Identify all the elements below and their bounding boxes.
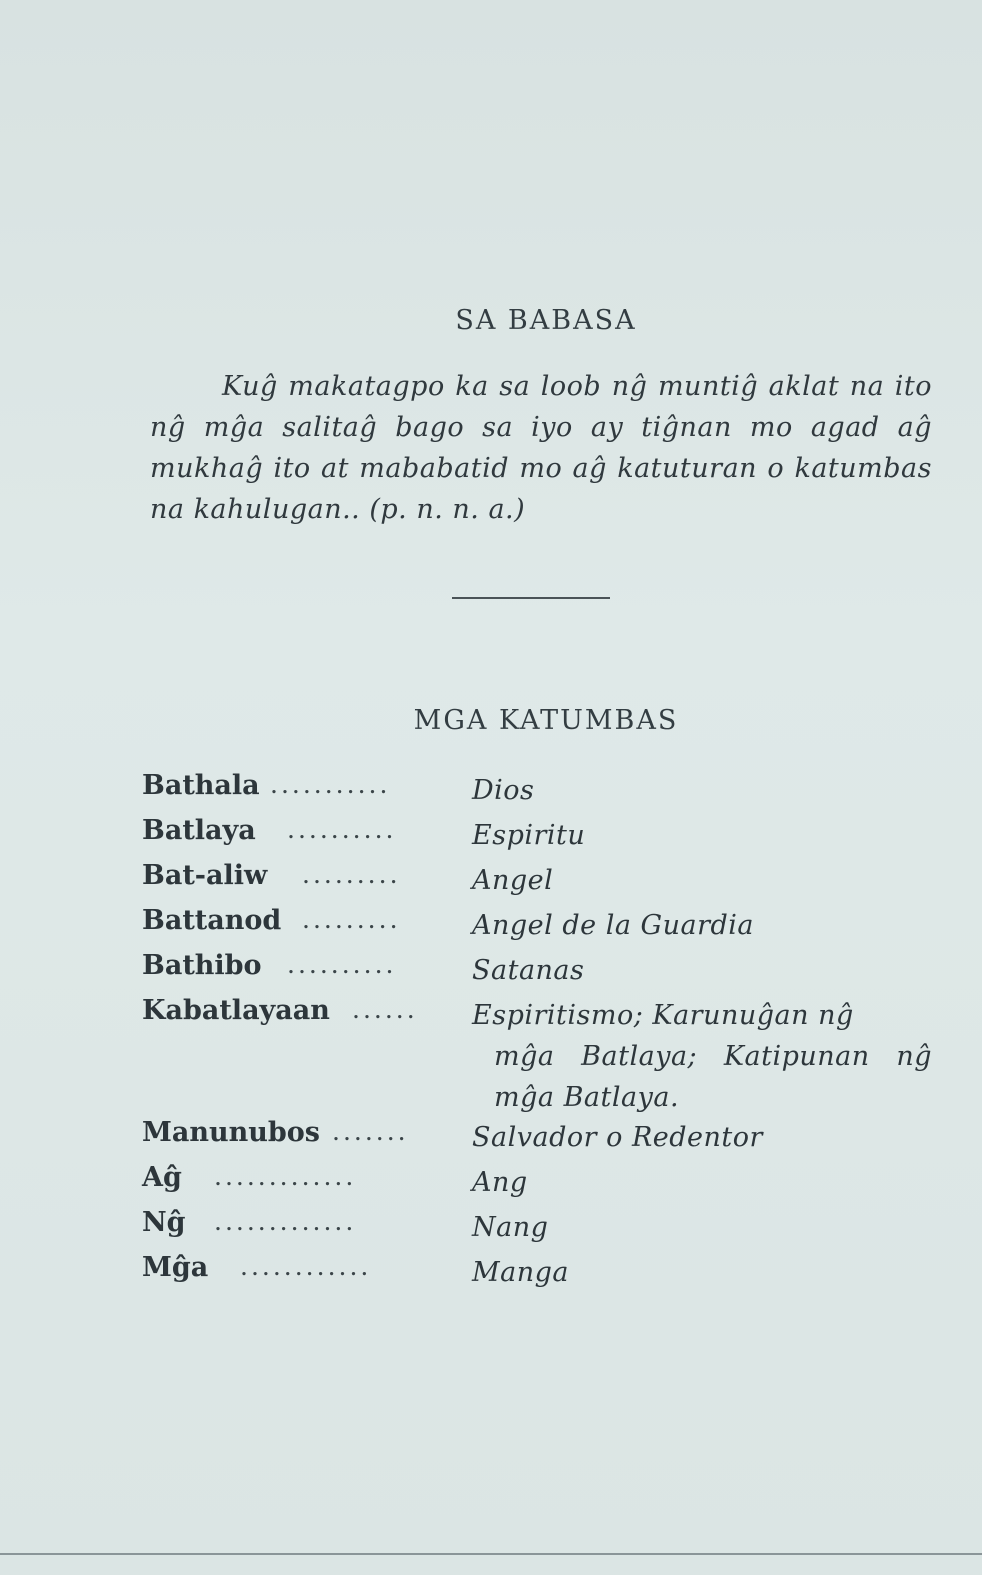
leader-dots: ...... bbox=[352, 995, 418, 1024]
section-divider bbox=[452, 597, 610, 599]
glossary-meaning: Satanas bbox=[472, 955, 585, 986]
glossary-term: Aĝ bbox=[142, 1162, 182, 1193]
glossary-meaning: Dios bbox=[472, 775, 535, 806]
glossary-meaning: Manga bbox=[472, 1257, 570, 1288]
glossary-entry bbox=[142, 995, 942, 1117]
leader-dots: ............. bbox=[214, 1207, 357, 1236]
glossary-meaning bbox=[472, 995, 932, 1118]
glossary-entry bbox=[142, 950, 942, 995]
glossary-meaning-line: Espiritismo; Karunuĝan nĝ bbox=[472, 1000, 854, 1031]
glossary-term: Nĝ bbox=[142, 1207, 186, 1238]
glossary-meaning: Ang bbox=[472, 1167, 528, 1198]
glossary-entry bbox=[142, 905, 942, 950]
leader-dots: ............. bbox=[214, 1162, 357, 1191]
page-title: SA BABASA bbox=[455, 305, 637, 336]
leader-dots: .......... bbox=[287, 950, 397, 979]
glossary-entry bbox=[142, 1162, 942, 1207]
glossary-entry bbox=[142, 1207, 942, 1252]
glossary-entry bbox=[142, 860, 942, 905]
glossary-meaning: Angel de la Guardia bbox=[472, 910, 755, 941]
intro-paragraph: Kuĝ makatagpo ka sa loob nĝ muntiĝ aklat na ito nĝ mĝa salitaĝ bago sa iyo ay tiĝnan mo agad aĝ mukhaĝ ito at mababatid mo aĝ katuturan o katumbas na kahulugan.. (p. n. n. a.) bbox=[150, 371, 932, 525]
leader-dots: .......... bbox=[287, 815, 397, 844]
glossary-term: Bathibo bbox=[142, 950, 262, 981]
glossary-term: Bathala bbox=[142, 770, 260, 801]
glossary-entry bbox=[142, 770, 942, 815]
glossary-meaning: Nang bbox=[472, 1212, 549, 1243]
glossary-term: Mĝa bbox=[142, 1252, 209, 1283]
glossary-entry bbox=[142, 815, 942, 860]
glossary-list bbox=[142, 770, 942, 1297]
glossary-entry bbox=[142, 1117, 942, 1162]
glossary-term: Kabatlayaan bbox=[142, 995, 330, 1026]
glossary-meaning: Salvador o Redentor bbox=[472, 1122, 763, 1153]
leader-dots: ....... bbox=[332, 1117, 409, 1146]
page-edge bbox=[0, 1553, 982, 1555]
glossary-term: Manunubos bbox=[142, 1117, 320, 1148]
glossary-term: Batlaya bbox=[142, 815, 256, 846]
glossary-term: Battanod bbox=[142, 905, 282, 936]
glossary-meaning-continued: mĝa Batlaya; Katipunan nĝ mĝa Batlaya. bbox=[494, 1041, 932, 1113]
leader-dots: ......... bbox=[302, 860, 401, 889]
leader-dots: ......... bbox=[302, 905, 401, 934]
glossary-meaning: Espiritu bbox=[472, 820, 586, 851]
glossary-entry bbox=[142, 1252, 942, 1297]
glossary-term: Bat-aliw bbox=[142, 860, 268, 891]
glossary-meaning: Angel bbox=[472, 865, 554, 896]
section-title: MGA KATUMBAS bbox=[413, 705, 679, 736]
leader-dots: ............ bbox=[240, 1252, 372, 1281]
leader-dots: ........... bbox=[270, 770, 391, 799]
